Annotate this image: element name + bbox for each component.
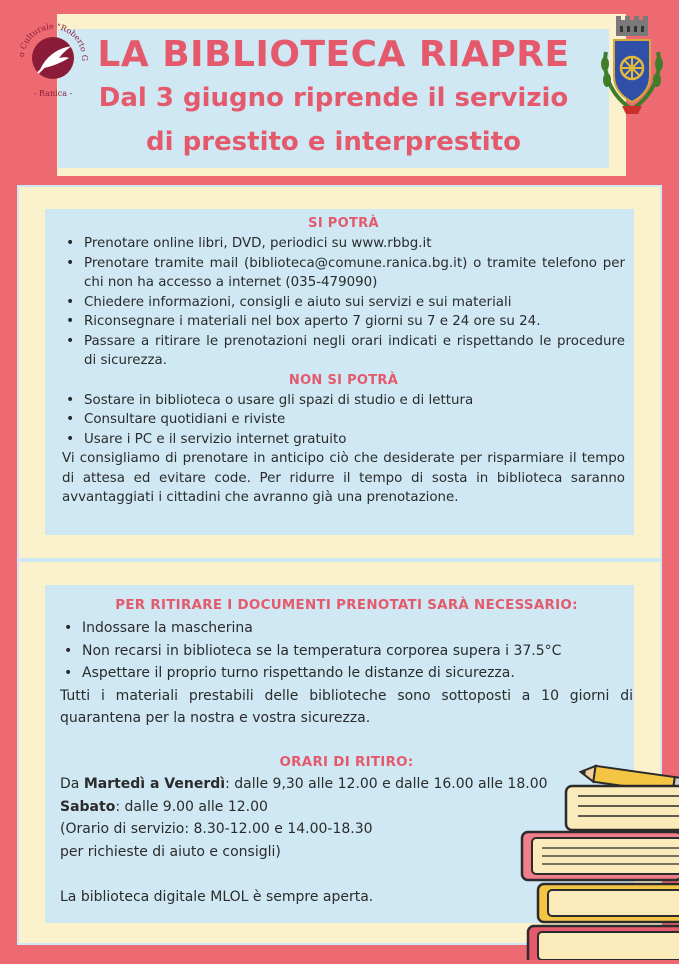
service-hours-line: (Orario di servizio: 8.30-12.00 e 14.00-18.30 [60, 821, 373, 837]
list-item: • Non recarsi in biblioteca se la temperatura corporea supera i 37.5°C [82, 640, 633, 663]
list-item: • Passare a ritirare le prenotazioni negli orari indicati e rispettando le procedure di sicurezza. [84, 332, 625, 371]
hours-heading: ORARI DI RITIRO: [279, 754, 414, 770]
digital-library-note: La biblioteca digitale MLOL è sempre aperta. [60, 888, 374, 905]
pickup-heading: PER RITIRARE I DOCUMENTI PRENOTATI SARÀ NECESSARIO: [115, 598, 578, 613]
hours-weekdays: Da Martedì a Venerdì: dalle 9,30 alle 12.00 e dalle 16.00 alle 18.00 [60, 776, 548, 792]
page-subtitle-line-2: di prestito e interprestito [146, 127, 521, 157]
page-title: LA BIBLIOTECA RIAPRE [97, 34, 570, 75]
list-item: • Aspettare il proprio turno rispettando le distanze di sicurezza. [82, 662, 633, 685]
list-item: • Sostare in biblioteca o usare gli spazi di studio e di lettura [84, 391, 625, 411]
list-item: • Chiedere informazioni, consigli e aiuto sui servizi e sui materiali [84, 293, 625, 313]
permitted-list [62, 234, 625, 371]
logo-arc-text: o Culturale "Roberto G [16, 21, 90, 62]
permitted-section [62, 214, 625, 508]
list-item: • Prenotare online libri, DVD, periodici su www.rbbg.it [84, 234, 625, 254]
hours-weekdays-label: Martedì a Venerdì [83, 776, 226, 792]
list-item: • Consultare quotidiani e riviste [84, 410, 625, 430]
not-permitted-list [62, 391, 625, 450]
stacked-books-pencil-icon [518, 758, 679, 960]
list-item: • Prenotare tramite mail (biblioteca@comune.ranica.bg.it) o tramite telefono per chi non ha accesso a internet (035-479090) [84, 254, 625, 293]
list-item: • Indossare la mascherina [82, 617, 633, 640]
not-permitted-heading: NON SI POTRÀ [288, 372, 399, 388]
service-hours-note: per richieste di aiuto e consigli) [60, 843, 281, 860]
quarantine-paragraph: Tutti i materiali prestabili delle biblioteche sono sottoposti a 10 giorni di quarantena per la nostra e vostra sicurezza. [60, 687, 633, 726]
list-item: • Riconsegnare i materiali nel box aperto 7 giorni su 7 e 24 ore su 24. [84, 312, 625, 332]
advice-paragraph: Vi consigliamo di prenotare in anticipo ciò che desiderate per risparmiare il tempo di attesa ed evitare code. Per ridurre il tempo di sosta in biblioteca saranno avvantaggiati i cittadini che avranno già una prenotazione. [62, 451, 625, 505]
list-item: • Usare i PC e il servizio internet gratuito [84, 430, 625, 450]
quill-logo-icon [14, 12, 92, 100]
page-subtitle-line-1: Dal 3 giugno riprende il servizio [98, 83, 569, 113]
hours-saturday-label: Sabato [60, 798, 116, 815]
hours-saturday: Sabato: dalle 9.00 alle 12.00 [60, 798, 268, 815]
svg-text:- Ranica -: - Ranica - [33, 89, 73, 98]
pickup-list [60, 617, 633, 685]
municipal-crest-icon [596, 14, 668, 118]
permitted-heading: SI POTRÀ [308, 216, 379, 231]
pickup-section [60, 595, 633, 774]
